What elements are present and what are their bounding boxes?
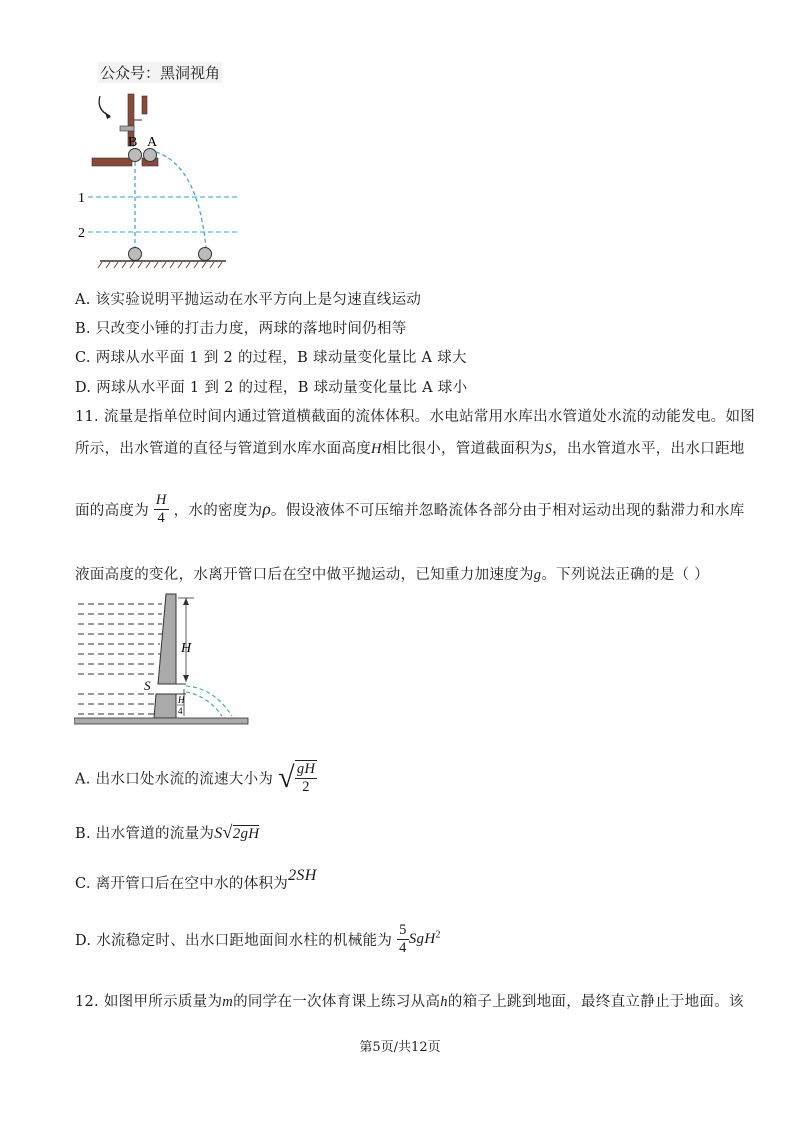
q10-option-c: C. 两球从水平面 1 到 2 的过程，B 球动量变化量比 A 球大 xyxy=(75,350,467,366)
watermark-text: 公众号：黑洞视角 xyxy=(100,64,221,82)
label-b: B xyxy=(128,135,138,150)
label-h: H xyxy=(181,641,192,656)
label-s: S xyxy=(144,678,151,693)
platform-left xyxy=(92,158,132,166)
ball-a xyxy=(144,149,157,162)
q11-line-2: 所示，出水管道的直径与管道到水库水面高度H相比很小，管道截面积为S，出水管道水平，出水口距地 xyxy=(75,441,745,457)
hammer-arrow xyxy=(99,96,110,116)
q11-line-4: 液面高度的变化，水离开管口后在空中做平抛运动，已知重力加速度为g。下列说法正确的是（ ） xyxy=(75,567,710,583)
ball-b xyxy=(129,149,142,162)
label-level-2: 2 xyxy=(78,226,85,241)
q11-option-b: B. 出水管道的流量为S√2gH xyxy=(75,822,260,842)
ground-2 xyxy=(74,718,248,724)
ball-a-landed xyxy=(199,248,212,261)
experiment-figure xyxy=(78,86,248,272)
water-jet-lower xyxy=(186,692,222,716)
q10-option-b: B. 只改变小锤的打击力度，两球的落地时间仍相等 xyxy=(75,321,407,337)
reservoir-figure xyxy=(74,590,250,732)
label-h4-den: 4 xyxy=(178,706,183,716)
water-jet-upper xyxy=(186,686,232,716)
q11-option-d: D. 水流稳定时、出水口距地面间水柱的机械能为 $\frac{5}{4}$ SgH$^2$ xyxy=(75,922,441,956)
fraction-5-over-4: $\frac{5}{4}$ xyxy=(399,922,407,956)
q10-option-a: A. 该实验说明平抛运动在水平方向上是匀速直线运动 xyxy=(75,292,422,308)
dam-upper xyxy=(158,594,176,684)
label-level-1: 1 xyxy=(78,191,85,206)
dam-lower xyxy=(154,694,176,718)
stop-plate xyxy=(142,96,147,114)
label-a: A xyxy=(147,135,158,150)
ball-b-landed xyxy=(129,248,142,261)
q10-option-d: D. 两球从水平面 1 到 2 的过程，B 球动量变化量比 A 球小 xyxy=(75,380,468,396)
sqrt-gh-over-2: √ $\frac{gH}{2}$ xyxy=(278,761,316,795)
q11-option-c: C. 离开管口后在空中水的体积为2SH xyxy=(75,867,317,892)
reservoir-water xyxy=(78,604,162,714)
trajectory-a xyxy=(156,152,206,248)
label-h4-num: H xyxy=(178,695,185,705)
page-footer: 第5页/共12页 xyxy=(359,1040,441,1055)
fraction-h-over-4: $\frac{H}{4}$ xyxy=(155,492,167,526)
q11-line-3: 面的高度为 $\frac{H}{4}$ ，水的密度为ρ。假设液体不可压缩并忽略流体各部分由于相对运动出现的黏滞力和水库 xyxy=(75,492,745,526)
q11-line-1: 11. 流量是指单位时间内通过管道横截面的流体体积。水电站常用水库出水管道处水流的动能发电。如图 xyxy=(75,409,756,425)
q11-option-a: A. 出水口处水流的流速大小为 √ $\frac{gH}{2}$ xyxy=(75,761,316,795)
q12-line-1: 12. 如图甲所示质量为m的同学在一次体育课上练习从高h的箱子上跳到地面，最终直立静止于地面。该 xyxy=(75,994,744,1010)
